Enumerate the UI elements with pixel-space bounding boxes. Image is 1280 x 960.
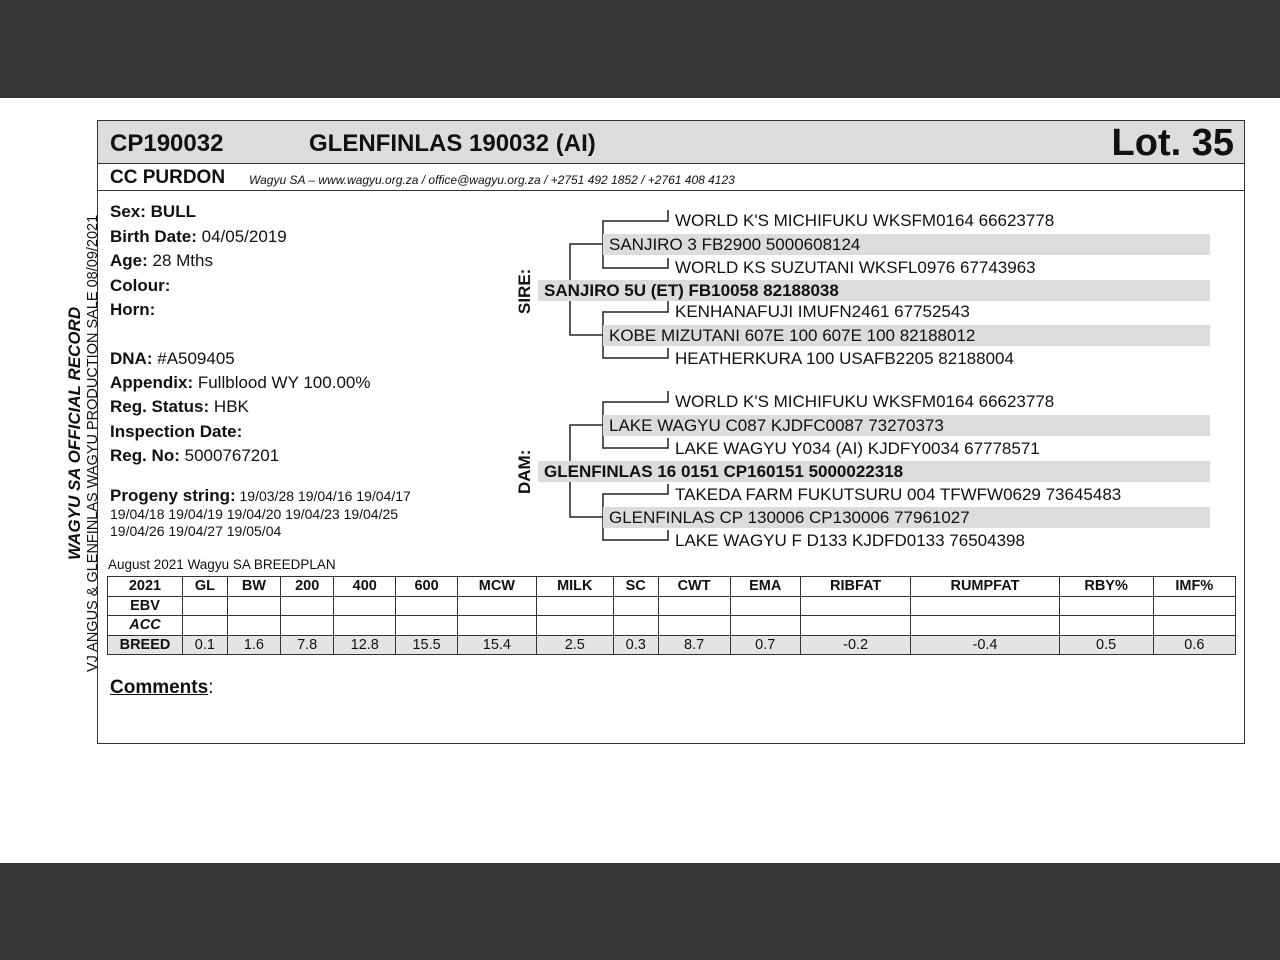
sire-sire-sire: WORLD K'S MICHIFUKU WKSFM0164 66623778 xyxy=(675,211,1055,230)
inspection-date-field: Inspection Date: xyxy=(110,422,243,441)
animal-name: GLENFINLAS 190032 (AI) xyxy=(309,130,596,157)
dna-field: DNA: #A509405 xyxy=(110,349,235,368)
progeny-string: Progeny string: 19/03/28 19/04/16 19/04/17 19/04/18 19/04/19 19/04/20 19/04/23 19/04/25 19/04/26 19/04/27 19/05/04 xyxy=(110,486,411,539)
breed-value: 1.6 xyxy=(227,635,280,655)
trait-header: 600 xyxy=(396,577,458,597)
ebv-label: EBV xyxy=(108,596,183,616)
comments-section: Comments: xyxy=(110,677,214,698)
trait-header: MCW xyxy=(457,577,536,597)
acc-row xyxy=(108,616,1236,636)
sire-dam: KOBE MIZUTANI 607E 100 607E 100 82188012 xyxy=(603,325,1210,346)
sire-dam-dam: HEATHERKURA 100 USAFB2205 82188004 xyxy=(675,349,1014,368)
dam-label: DAM: xyxy=(515,449,534,494)
breed-value: 0.5 xyxy=(1059,635,1153,655)
breed-value: -0.2 xyxy=(800,635,911,655)
dam-dam-sire: TAKEDA FARM FUKUTSURU 004 TFWFW0629 73645483 xyxy=(675,485,1122,504)
dam-dam-dam: LAKE WAGYU F D133 KJDFD0133 76504398 xyxy=(675,531,1025,550)
dam-sire-dam: LAKE WAGYU Y034 (AI) KJDFY0034 67778571 xyxy=(675,439,1040,458)
trait-header: CWT xyxy=(658,577,730,597)
trait-header: RIBFAT xyxy=(800,577,911,597)
sire-dam-sire: KENHANAFUJI IMUFN2461 67752543 xyxy=(675,302,970,321)
breed-value: 2.5 xyxy=(536,635,613,655)
colour-field: Colour: xyxy=(110,276,171,295)
dam-sire-sire: WORLD K'S MICHIFUKU WKSFM0164 66623778 xyxy=(675,392,1055,411)
lot-number: Lot. 35 xyxy=(1111,122,1234,164)
birth-date-field: Birth Date: 04/05/2019 xyxy=(110,227,287,246)
comments-label: Comments xyxy=(110,677,209,698)
trait-header: EMA xyxy=(730,577,800,597)
sire-label: SIRE: xyxy=(515,268,534,314)
breed-label: BREED xyxy=(108,635,183,655)
year-cell: 2021 xyxy=(108,577,183,597)
trait-header: GL xyxy=(183,577,228,597)
appendix-field: Appendix: Fullblood WY 100.00% xyxy=(110,373,371,392)
trait-header: 400 xyxy=(334,577,396,597)
trait-header: RBY% xyxy=(1059,577,1153,597)
trait-header: RUMPFAT xyxy=(911,577,1059,597)
breed-value: 8.7 xyxy=(658,635,730,655)
trait-header: 200 xyxy=(281,577,334,597)
breeder-name: CC PURDON xyxy=(110,167,226,188)
animal-code: CP190032 xyxy=(110,130,224,157)
sex-field: Sex: BULL xyxy=(110,202,196,221)
sire-sire-dam: WORLD KS SUZUTANI WKSFL0976 67743963 xyxy=(675,258,1036,277)
breed-value: 7.8 xyxy=(281,635,334,655)
breed-value: 15.5 xyxy=(396,635,458,655)
trait-header: MILK xyxy=(536,577,613,597)
breed-value: 0.1 xyxy=(183,635,228,655)
dam: GLENFINLAS 16 0151 CP160151 5000022318 xyxy=(538,461,1210,482)
breed-value: 0.7 xyxy=(730,635,800,655)
sale-label: VJ ANGUS & GLENFINLAS WAGYU PRODUCTION SALE 08/09/2021 xyxy=(85,214,101,672)
breedplan-table xyxy=(107,576,1236,655)
horn-field: Horn: xyxy=(110,300,156,319)
trait-header: BW xyxy=(227,577,280,597)
trait-header: IMF% xyxy=(1153,577,1235,597)
ebv-row xyxy=(108,596,1236,616)
breedplan-title: August 2021 Wagyu SA BREEDPLAN xyxy=(108,557,336,572)
breed-value: 0.6 xyxy=(1153,635,1235,655)
dam-sire: LAKE WAGYU C087 KJDFC0087 73270373 xyxy=(603,415,1210,436)
dam-dam: GLENFINLAS CP 130006 CP130006 77961027 xyxy=(603,507,1210,528)
contact-details: Wagyu SA – www.wagyu.org.za / office@wagyu.org.za / +2751 492 1852 / +2761 408 4123 xyxy=(249,173,735,187)
table-header-row xyxy=(108,577,1236,597)
reg-no-field: Reg. No: 5000767201 xyxy=(110,446,280,465)
breed-value: 12.8 xyxy=(334,635,396,655)
breed-value: 0.3 xyxy=(613,635,658,655)
breed-value: -0.4 xyxy=(911,635,1059,655)
age-field: Age: 28 Mths xyxy=(110,251,213,270)
trait-header: SC xyxy=(613,577,658,597)
sire-sire: SANJIRO 3 FB2900 5000608124 xyxy=(603,234,1210,255)
acc-label: ACC xyxy=(108,616,183,636)
sire: SANJIRO 5U (ET) FB10058 82188038 xyxy=(538,280,1210,301)
breed-value: 15.4 xyxy=(457,635,536,655)
reg-status-field: Reg. Status: HBK xyxy=(110,397,249,416)
official-record-label: WAGYU SA OFFICIAL RECORD xyxy=(65,306,84,560)
breed-row xyxy=(108,635,1236,655)
